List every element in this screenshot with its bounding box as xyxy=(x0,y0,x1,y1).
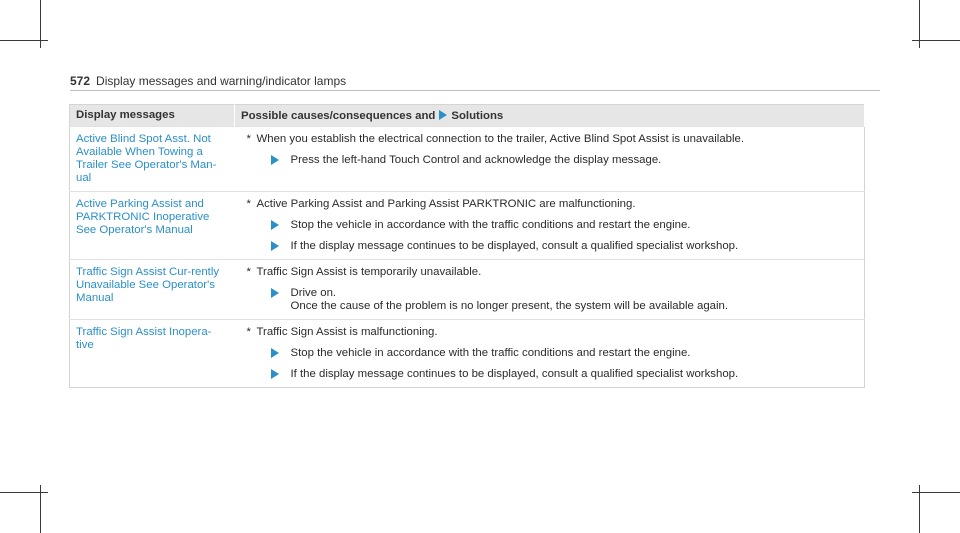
step-text: Drive on. xyxy=(290,287,337,299)
arrow-right-icon xyxy=(271,241,279,251)
column-header-messages: Display messages xyxy=(70,105,235,127)
cause-line xyxy=(247,133,859,146)
solution-step xyxy=(271,154,859,167)
cause-text: Traffic Sign Assist is temporarily unavailable. xyxy=(256,266,482,278)
crop-mark xyxy=(912,492,960,493)
crop-mark xyxy=(0,492,48,493)
display-message-text: Traffic Sign Assist Inopera-tive xyxy=(70,320,235,388)
asterisk-icon: * xyxy=(246,198,251,210)
page-title: Display messages and warning/indicator lamps xyxy=(96,74,347,88)
solution-step xyxy=(271,219,859,232)
crop-mark xyxy=(912,40,960,41)
asterisk-icon: * xyxy=(246,326,251,338)
step-note: Once the cause of the problem is no longer present, the system will be available again. xyxy=(290,300,729,312)
crop-mark xyxy=(0,40,48,41)
step-text: Press the left-hand Touch Control and acknowledge the display message. xyxy=(290,154,662,166)
display-messages-table xyxy=(69,104,865,388)
display-message-text: Traffic Sign Assist Cur-rently Unavailable See Operator's Manual xyxy=(70,260,235,320)
solution-cell xyxy=(235,260,865,320)
cause-line xyxy=(247,198,859,211)
arrow-right-icon xyxy=(439,110,447,120)
column-header-solutions xyxy=(235,105,865,127)
cause-text: Traffic Sign Assist is malfunctioning. xyxy=(256,326,438,338)
arrow-right-icon xyxy=(271,288,279,298)
solution-cell xyxy=(235,320,865,388)
solution-cell xyxy=(235,127,865,192)
page-header xyxy=(70,74,880,88)
arrow-right-icon xyxy=(271,220,279,230)
table-row xyxy=(70,320,865,388)
solution-cell xyxy=(235,192,865,260)
header-divider xyxy=(70,90,880,91)
arrow-right-icon xyxy=(271,369,279,379)
table-header-row xyxy=(70,105,865,127)
column-header-prefix: Possible causes/consequences and xyxy=(241,109,436,122)
solution-step xyxy=(271,240,859,253)
table-row xyxy=(70,192,865,260)
arrow-right-icon xyxy=(271,348,279,358)
table-row xyxy=(70,127,865,192)
page-number: 572 xyxy=(70,74,91,88)
solution-step xyxy=(271,368,859,381)
step-text: If the display message continues to be displayed, consult a qualified specialist workshop. xyxy=(290,368,739,380)
step-text: If the display message continues to be displayed, consult a qualified specialist workshop. xyxy=(290,240,739,252)
asterisk-icon: * xyxy=(246,133,251,145)
arrow-right-icon xyxy=(271,155,279,165)
cause-line xyxy=(247,266,859,279)
solution-step xyxy=(271,347,859,360)
column-header-suffix: Solutions xyxy=(451,109,504,122)
cause-text: When you establish the electrical connection to the trailer, Active Blind Spot Assist is unavailable. xyxy=(256,133,745,145)
cause-text: Active Parking Assist and Parking Assist PARKTRONIC are malfunctioning. xyxy=(256,198,636,210)
solution-step xyxy=(271,287,859,313)
display-message-text: Active Blind Spot Asst. Not Available When Towing a Trailer See Operator's Man-ual xyxy=(70,127,235,192)
step-text: Stop the vehicle in accordance with the traffic conditions and restart the engine. xyxy=(290,219,691,231)
display-message-text: Active Parking Assist and PARKTRONIC Inoperative See Operator's Manual xyxy=(70,192,235,260)
asterisk-icon: * xyxy=(246,266,251,278)
step-text: Stop the vehicle in accordance with the traffic conditions and restart the engine. xyxy=(290,347,691,359)
table-row xyxy=(70,260,865,320)
cause-line xyxy=(247,326,859,339)
